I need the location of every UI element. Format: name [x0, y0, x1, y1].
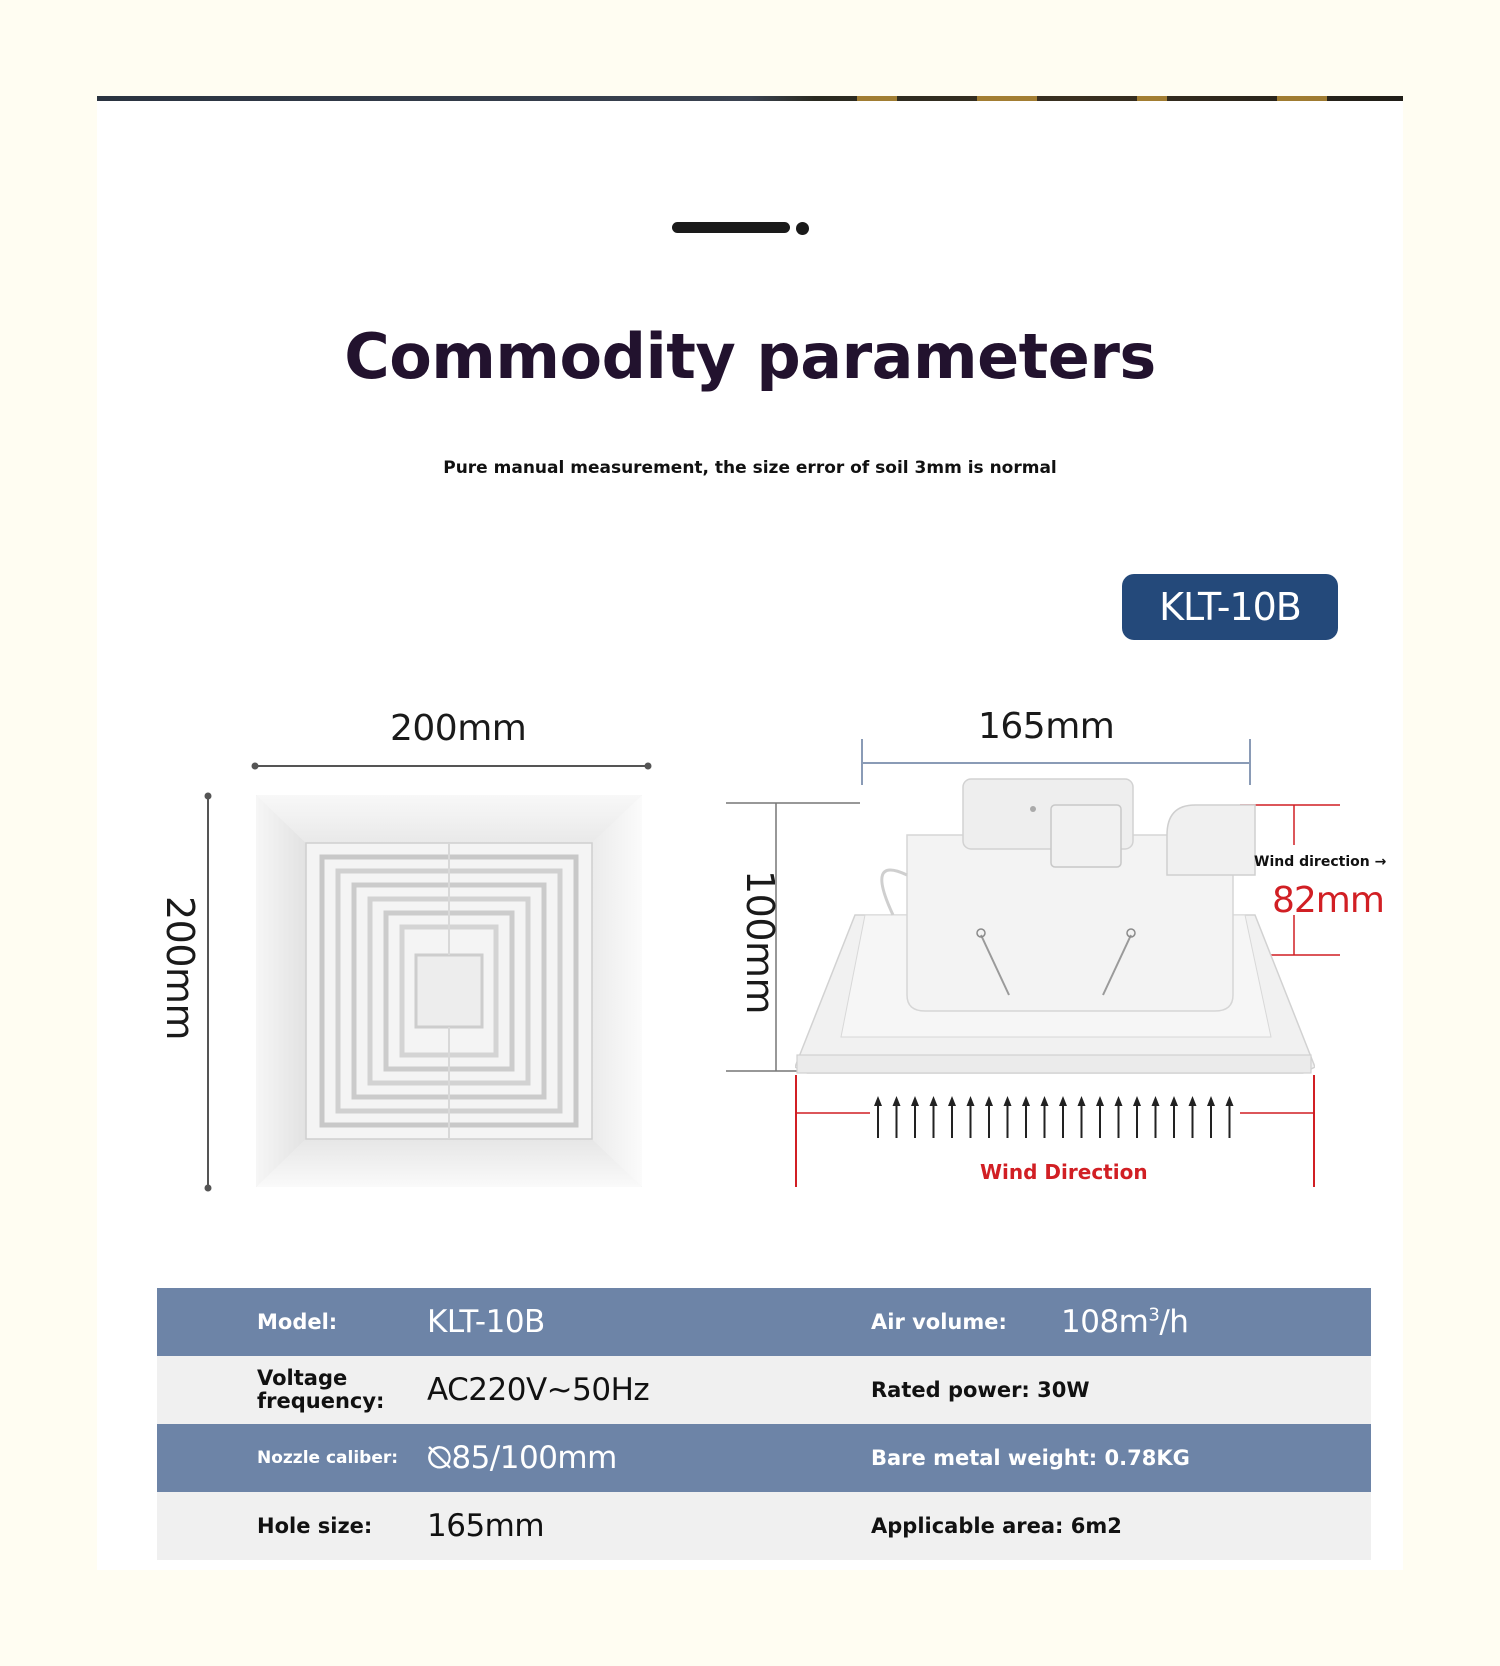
spec-table	[157, 1288, 1371, 1560]
spec-label-2	[871, 1492, 1371, 1560]
spec-value	[427, 1288, 871, 1356]
outlet-wind-direction-label: Wind direction →	[1254, 854, 1387, 870]
decorative-dash-dot	[672, 222, 812, 236]
intake-wind-arrows	[872, 1094, 1242, 1140]
spec-label-2	[871, 1288, 1061, 1356]
nozzle-caliber-value: ⦰85/100mm	[427, 1439, 617, 1476]
wind-arrow-icon	[1096, 1096, 1104, 1138]
page-title: Commodity parameters	[344, 320, 1156, 393]
wind-arrow-icon	[1115, 1096, 1123, 1138]
spec-label-2	[871, 1356, 1371, 1424]
wind-arrow-icon	[948, 1096, 956, 1138]
wind-arrow-icon	[911, 1096, 919, 1138]
wind-arrow-icon	[930, 1096, 938, 1138]
wind-arrow-icon	[967, 1096, 975, 1138]
outlet-height-label: 82mm	[1272, 880, 1384, 921]
wind-arrow-icon	[893, 1096, 901, 1138]
wind-arrow-icon	[1226, 1096, 1234, 1138]
spec-value	[427, 1424, 871, 1492]
page-subtitle: Pure manual measurement, the size error of soil 3mm is normal	[443, 458, 1057, 478]
spec-label	[257, 1288, 427, 1356]
ceiling-fan-side-body	[795, 775, 1315, 1075]
wind-arrow-icon	[1004, 1096, 1012, 1138]
air-volume-value: $108m^3/h$	[1061, 1304, 1189, 1340]
wind-arrow-icon	[1078, 1096, 1086, 1138]
front-height-label: 200mm	[158, 895, 203, 1041]
wind-arrow-icon	[1152, 1096, 1160, 1138]
hole-size-value: 165mm	[427, 1508, 545, 1544]
wind-arrow-icon	[1170, 1096, 1178, 1138]
applicable-area-text: Applicable area: 6m2	[871, 1514, 1122, 1538]
front-width-label: 200mm	[390, 708, 527, 749]
model-value: KLT-10B	[427, 1304, 545, 1340]
wind-arrow-icon	[1041, 1096, 1049, 1138]
spec-label-2	[871, 1424, 1371, 1492]
side-height-label: 100mm	[738, 869, 783, 1015]
wind-arrow-icon	[1059, 1096, 1067, 1138]
wind-arrow-icon	[874, 1096, 882, 1138]
spec-label	[257, 1424, 427, 1492]
ceiling-fan-grille-front	[256, 795, 642, 1187]
spec-row	[157, 1424, 1371, 1492]
spec-value-2	[1061, 1288, 1371, 1356]
bare-metal-weight-text: Bare metal weight: 0.78KG	[871, 1446, 1190, 1470]
hole-size-label: Hole size:	[257, 1514, 373, 1538]
spec-row	[157, 1356, 1371, 1424]
wind-arrow-icon	[1022, 1096, 1030, 1138]
side-width-label: 165mm	[978, 706, 1115, 747]
model-badge: KLT-10B	[1122, 574, 1338, 640]
voltage-frequency-value: AC220V~50Hz	[427, 1372, 650, 1408]
wind-arrow-icon	[1207, 1096, 1215, 1138]
top-banner-strip	[97, 96, 1403, 101]
wind-arrow-icon	[1133, 1096, 1141, 1138]
spec-row	[157, 1288, 1371, 1356]
spec-row	[157, 1492, 1371, 1560]
spec-label	[257, 1492, 427, 1560]
voltage-frequency-label: Voltage frequency:	[257, 1366, 385, 1413]
air-volume-label: Air volume:	[871, 1310, 1007, 1334]
spec-label	[257, 1356, 427, 1424]
nozzle-caliber-label: Nozzle caliber:	[257, 1448, 399, 1468]
spec-value	[427, 1356, 871, 1424]
spec-value	[427, 1492, 871, 1560]
intake-wind-direction-label: Wind Direction	[980, 1160, 1148, 1184]
wind-arrow-icon	[985, 1096, 993, 1138]
rated-power-text: Rated power: 30W	[871, 1378, 1090, 1402]
model-label: Model:	[257, 1310, 338, 1334]
wind-arrow-icon	[1189, 1096, 1197, 1138]
